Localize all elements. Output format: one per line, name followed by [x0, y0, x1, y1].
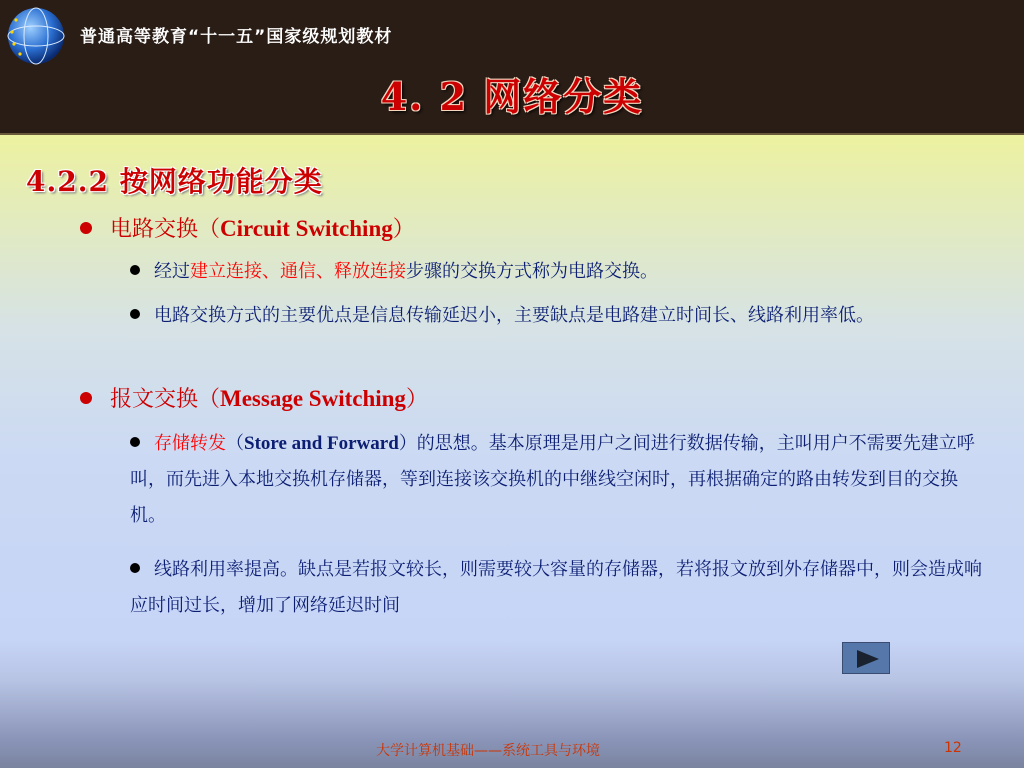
page-number: 12 — [944, 740, 962, 756]
bullet-icon — [130, 265, 140, 275]
sub-point-message-pros-cons: 线路利用率提高。缺点是若报文较长，则需要较大容量的存储器，若将报文放到外存储器中，则会造成响应时间过长，增加了网络延迟时间 — [130, 559, 982, 616]
bullet-icon — [130, 563, 140, 573]
bullet-icon — [80, 222, 92, 234]
sub-point-store-and-forward: 存储转发（Store and Forward）的思想。基本原理是用户之间进行数据传输，主叫用户不需要先建立呼叫，而先进入本地交换机存储器，等到连接该交换机的中继线空闲时，再根据确定的路由转发到目的交换机。 — [130, 433, 975, 526]
textbook-series-label: 普通高等教育“十一五”国家级规划教材 — [80, 27, 393, 47]
next-slide-button[interactable] — [842, 642, 890, 674]
bullet-icon — [130, 309, 140, 319]
sub-point-circuit-steps: 经过建立连接、通信、释放连接步骤的交换方式称为电路交换。 — [130, 254, 990, 290]
footer-course-title: 大学计算机基础——系统工具与环境 — [376, 743, 600, 759]
bullet-icon — [130, 437, 140, 447]
section-heading: 4.2.2 按网络功能分类 — [26, 165, 323, 198]
globe-logo-icon — [6, 6, 66, 66]
sub-point-circuit-pros-cons: 电路交换方式的主要优点是信息传输延迟小，主要缺点是电路建立时间长、线路利用率低。 — [130, 298, 990, 334]
list-item-circuit-switching: 电路交换（Circuit Switching） — [80, 214, 415, 245]
list-item-message-switching: 报文交换（Message Switching） — [80, 384, 428, 415]
slide-title: 4. 2 网络分类 — [380, 74, 644, 119]
play-next-icon — [857, 650, 879, 668]
header-bar — [0, 0, 1024, 135]
bullet-icon — [80, 392, 92, 404]
